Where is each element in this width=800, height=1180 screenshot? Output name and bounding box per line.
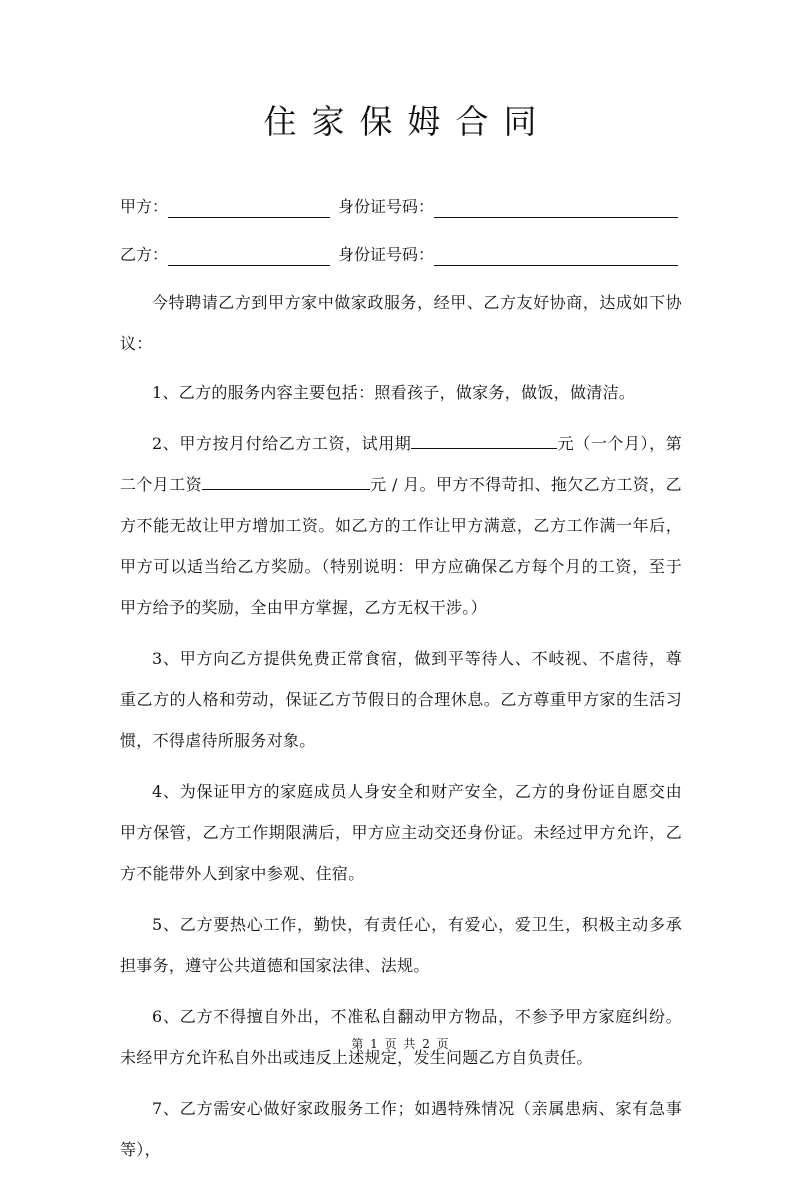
clause-1: 1、乙方的服务内容主要包括：照看孩子，做家务，做饭，做清洁。 bbox=[152, 383, 636, 402]
party-a-line bbox=[120, 186, 682, 218]
clause-2 bbox=[120, 423, 682, 628]
document-title: 住家保姆合同 bbox=[263, 102, 552, 141]
clause-2-part-3: 元 / 月。甲方不得苛扣、拖欠乙方工资，乙方不能无故让甲方增加工资。如乙方的工作让甲方满意，乙方工作满一年后，甲方可以适当给乙方奖励。（特别说明：甲方应确保乙方每个月的工资，至于甲方给予的奖励，全由甲方掌握，乙方无权干涉。） bbox=[120, 475, 682, 617]
party-b-label: 乙方： bbox=[120, 245, 169, 264]
party-a-id-blank bbox=[434, 199, 678, 218]
party-a-name-blank bbox=[168, 199, 330, 218]
clause-2-part-2: 元（一个月），第二个月工资 bbox=[120, 434, 682, 494]
party-b-id-label: 身份证号码： bbox=[338, 245, 435, 264]
probation-salary-blank bbox=[411, 430, 557, 449]
party-a-id-label: 身份证号码： bbox=[338, 197, 435, 216]
clause-3: 3、甲方向乙方提供免费正常食宿，做到平等待人、不岐视、不虐待，尊重乙方的人格和劳动，保证乙方节假日的合理休息。乙方尊重甲方家的生活习惯，不得虐待所服务对象。 bbox=[120, 649, 682, 750]
clause-4: 4、为保证甲方的家庭成员人身安全和财产安全，乙方的身份证自愿交由甲方保管，乙方工作期限满后，甲方应主动交还身份证。未经过甲方允许，乙方不能带外人到家中参观、住宿。 bbox=[120, 782, 682, 883]
party-b-name-blank bbox=[168, 247, 330, 266]
party-b-line bbox=[120, 234, 682, 266]
intro-paragraph: 今特聘请乙方到甲方家中做家政服务，经甲、乙方友好协商，达成如下协议： bbox=[120, 293, 682, 353]
clause-2-part-1: 2、甲方按月付给乙方工资，试用期 bbox=[152, 434, 412, 453]
party-a-label: 甲方： bbox=[120, 197, 169, 216]
clause-7: 7、乙方需安心做好家政服务工作；如遇特殊情况（亲属患病、家有急事等）， bbox=[120, 1099, 682, 1159]
document-body bbox=[120, 186, 682, 1180]
clause-5: 5、乙方要热心工作，勤快，有责任心，有爱心，爱卫生，积极主动多承担事务，遵守公共道德和国家法律、法规。 bbox=[120, 915, 682, 975]
monthly-salary-blank bbox=[202, 471, 370, 490]
party-b-id-blank bbox=[434, 247, 678, 266]
page-footer: 第 1 页 共 2 页 bbox=[351, 1037, 449, 1051]
clause-6: 6、乙方不得擅自外出，不准私自翻动甲方物品，不参予甲方家庭纠纷。未经甲方允许私自外出或违反上述规定，发生问题乙方自负责任。 bbox=[120, 1007, 682, 1067]
